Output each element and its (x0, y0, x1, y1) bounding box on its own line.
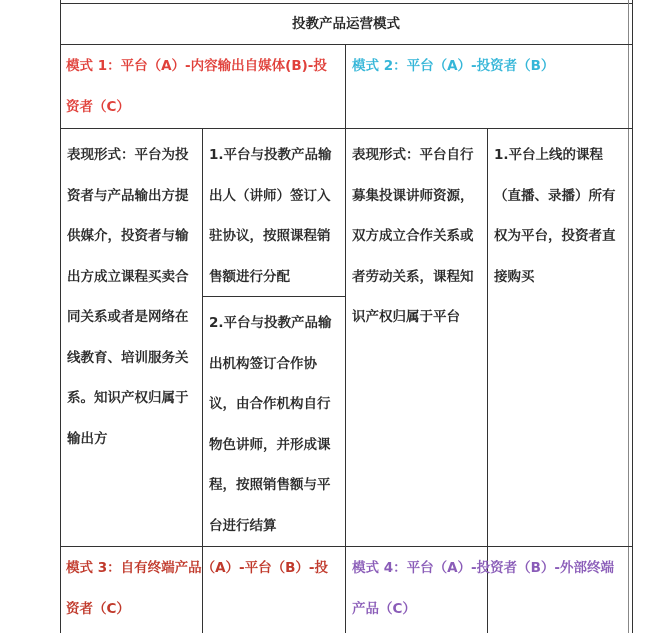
mode1-form-description: 表现形式：平台为投资者与产品输出方提供媒介，投资者与输出方成立课程买卖合同关系或者是网络在线教育、培训服务关系。知识产权归属于输出方 (67, 147, 189, 447)
mode1-item-2: 2.平台与投教产品输出机构签订合作协议，由合作机构自行物色讲师，并形成课程，按照销售额与平台进行结算 (209, 315, 332, 534)
mode1-item-1: 1.平台与投教产品输出人（讲师）签订入驻协议，按照课程销售额进行分配 (209, 147, 332, 285)
table-title: 投教产品运营模式 (292, 16, 400, 32)
table-border-outer-right (628, 0, 629, 633)
table-border-right (632, 0, 633, 633)
mode1-header: 模式 1：平台（A）-内容输出自媒体(B)-投资者（C） (66, 58, 327, 115)
mode2-item-1: 1.平台上线的课程（直播、录播）所有权为平台，投资者直接购买 (494, 147, 616, 285)
mode2-header: 模式 2：平台（A）-投资者（B） (352, 58, 555, 74)
title-row-divider (60, 44, 633, 45)
mode2-form-description: 表现形式：平台自行募集投课讲师资源，双方成立合作关系或者劳动关系，课程知识产权归属于平台 (352, 147, 474, 325)
mode3-header: 模式 3：自有终端产品（A）-平台（B）-投资者（C） (66, 560, 329, 617)
bottom-mode-divider (60, 546, 633, 547)
mode4-header: 模式 4：平台（A）-投资者（B）-外部终端产品（C） (352, 560, 615, 617)
